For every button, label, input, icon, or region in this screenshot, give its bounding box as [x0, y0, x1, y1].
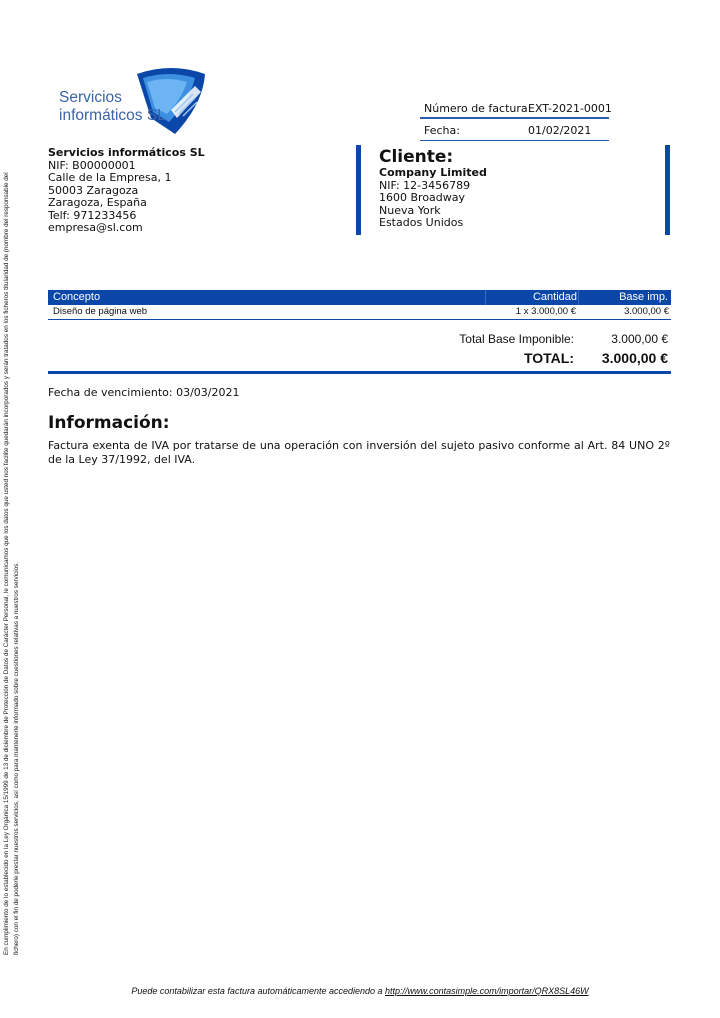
issuer-name: Servicios informáticos SL [48, 146, 205, 159]
client-nif: NIF: 12-3456789 [379, 178, 471, 192]
total-base-label: Total Base Imponible: [459, 332, 574, 346]
info-title: Información: [48, 413, 170, 433]
row-quantity: 1 x 3.000,00 € [515, 306, 576, 317]
row-concept: Diseño de página web [53, 306, 148, 317]
footer [0, 986, 720, 996]
client-address: 1600 Broadway [379, 191, 466, 204]
due-date: Fecha de vencimiento: 03/03/2021 [48, 386, 240, 399]
invoice-date-value: 01/02/2021 [528, 124, 592, 137]
header-separator [485, 290, 486, 305]
header-separator [578, 290, 579, 305]
issuer-email: empresa@sl.com [48, 221, 143, 234]
issuer-block [48, 147, 205, 235]
client-left-bar [356, 145, 361, 235]
total-base-value: 3.000,00 € [611, 332, 668, 346]
client-country: Estados Unidos [379, 216, 464, 229]
client-block [379, 147, 487, 230]
invoice-number-value: EXT-2021-0001 [528, 102, 612, 115]
issuer-phone: Telf: 971233456 [48, 208, 137, 222]
issuer-postal-city: 50003 Zaragoza [48, 183, 139, 197]
header-concept: Concepto [53, 291, 101, 303]
client-city: Nueva York [379, 203, 441, 217]
row-base: 3.000,00 € [624, 306, 669, 317]
client-right-bar [665, 145, 670, 235]
issuer-nif: NIF: B00000001 [48, 158, 136, 172]
client-name: Company Limited [379, 166, 487, 179]
total-divider [48, 371, 671, 374]
invoice-meta-divider [420, 117, 609, 119]
footer-text: Puede contabilizar esta factura automáticamente accediendo a [131, 986, 386, 996]
invoice-meta-divider-bottom [420, 140, 609, 141]
legal-notice-line-2: fichero) con el fin de poderle prestar nuestros servicios, así como para mantenerle informado sobre cuestiones relativas a nuestros servicios. [13, 561, 20, 955]
import-link[interactable]: http://www.contasimple.com/importar/QRX8SL46W [385, 986, 589, 996]
header-quantity: Cantidad [532, 291, 577, 303]
legal-notice [2, 35, 22, 955]
client-heading: Cliente: [379, 147, 454, 167]
issuer-region: Zaragoza, España [48, 196, 147, 209]
total-label: TOTAL: [523, 350, 574, 366]
logo-line-1: Servicios [59, 89, 122, 106]
table-row [48, 305, 671, 319]
info-text: Factura exenta de IVA por tratarse de una operación con inversión del sujeto pasivo conforme al Art. 84 UNO 2º de la Ley 37/1992, del IVA. [48, 439, 670, 466]
items-table-header [48, 290, 671, 305]
legal-notice-line-1: En cumplimiento de lo establecido en la Ley Orgánica 15/1999 de 13 de diciembre de Protección de Datos de Carácter Personal, le comunicamos que los datos que usted nos facilite quedarán incorporados y serán tratados en los ficheros titularidad de (nombre del responsable del [3, 172, 10, 955]
logo-line-2: informáticos SL [59, 107, 166, 124]
table-bottom-line [48, 319, 671, 320]
invoice-date-label: Fecha: [424, 124, 460, 137]
invoice-number-label: Número de factura: [424, 102, 532, 115]
total-value: 3.000,00 € [601, 350, 668, 366]
issuer-address: Calle de la Empresa, 1 [48, 171, 172, 184]
header-base: Base imp. [619, 291, 668, 303]
